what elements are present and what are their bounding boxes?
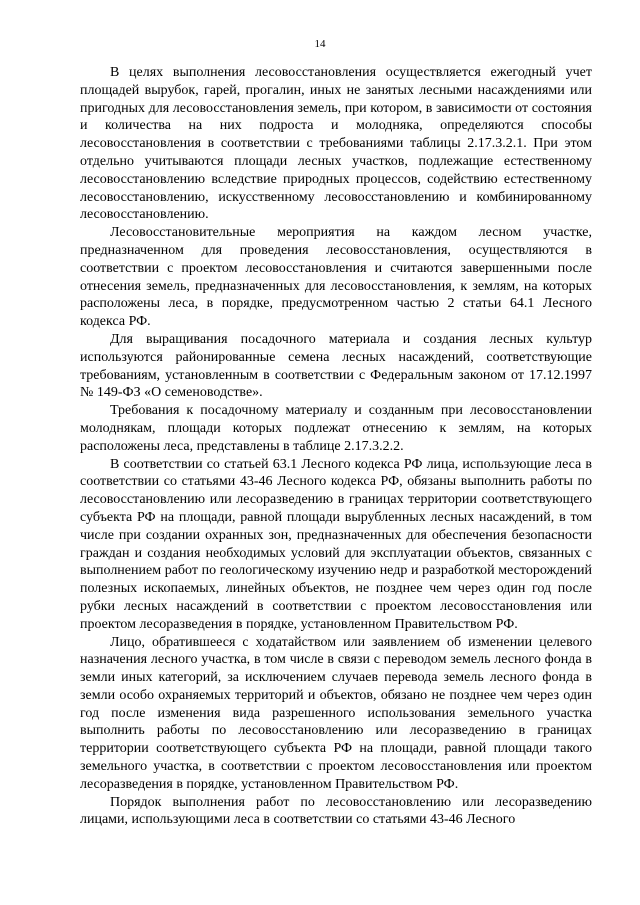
page-number: 14 [314, 38, 326, 50]
paragraph-work-procedure: Порядок выполнения работ по лесовосстановлению или лесоразведению лицами, использующими леса в соответствии со статьями 43-46 Лесного [80, 794, 592, 828]
paragraph-land-purpose-change: Лицо, обратившееся с ходатайством или заявлением об изменении целевого назначения лесного участка, в том числе в связи с переводом земель лесного фонда в земли иных категорий, за исключением случаев перевода земель лесного фонда в земли особо охраняемых территорий и объектов, обязано не позднее чем через один год после изменения вида разрешенного использования земельного участка выполнить работы по лесовосстановлению или лесоразведению в границах территории соответствующего субъекта РФ на площади, равной площади такого земельного участка, в соответствии с проектом лесовосстановления или проектом лесоразведения в порядке, установленном Правительством РФ. [80, 634, 592, 792]
paragraph-article-63-1: В соответствии со статьей 63.1 Лесного кодекса РФ лица, использующие леса в соответствии со статьями 43-46 Лесного кодекса РФ, обязаны выполнить работы по лесовосстановлению или лесоразведению в границах территории соответствующего субъекта РФ на площади, равной площади вырубленных лесных насаждений, в том числе при создании охранных зон, предназначенных для обеспечения безопасности граждан и создания необходимых условий для эксплуатации объектов, связанных с выполнением работ по геологическому изучению недр и разработкой месторождений полезных ископаемых, линейных объектов, не позднее чем через один год после рубки лесных насаждений в соответствии с проектом лесовосстановления или проектом лесоразведения в порядке, установленном Правительством РФ. [80, 456, 592, 632]
paragraph-reforestation-measures: Лесовосстановительные мероприятия на каждом лесном участке, предназначенном для проведения лесовосстановления, осуществляются в соответствии с проектом лесовосстановления и считаются завершенными после отнесения земель, предназначенных для лесовосстановления, к землям, на которых расположены леса, в порядке, предусмотренном частью 2 статьи 64.1 Лесного кодекса РФ. [80, 225, 592, 330]
paragraph-reforestation-accounting: В целях выполнения лесовосстановления осуществляется ежегодный учет площадей вырубок, гарей, прогалин, иных не занятых лесными насаждениями или пригодных для лесовосстановления земель, при котором, в зависимости от состояния и количества на них подроста и молодняка, определяются способы лесовосстановления в соответствии с требованиями таблицы 2.17.3.2.1. При этом отдельно учитываются площади лесных участков, подлежащие естественному лесовосстановлению вследствие природных процессов, содействию естественному лесовосстановлению, искусственному лесовосстановлению и комбинированному лесовосстановлению. [80, 65, 592, 223]
paragraph-requirements-table: Требования к посадочному материалу и созданным при лесовосстановлении молоднякам, площади которых подлежат отнесению к землям, на которых расположены леса, представлены в таблице 2.17.3.2.2. [80, 403, 592, 454]
paragraph-planting-material: Для выращивания посадочного материала и создания лесных культур используются районированные семена лесных насаждений, соответствующие требованиям, установленным в соответствии с Федеральным законом от 17.12.1997 № 149-ФЗ «О семеноводстве». [80, 331, 592, 401]
document-body [80, 64, 592, 829]
